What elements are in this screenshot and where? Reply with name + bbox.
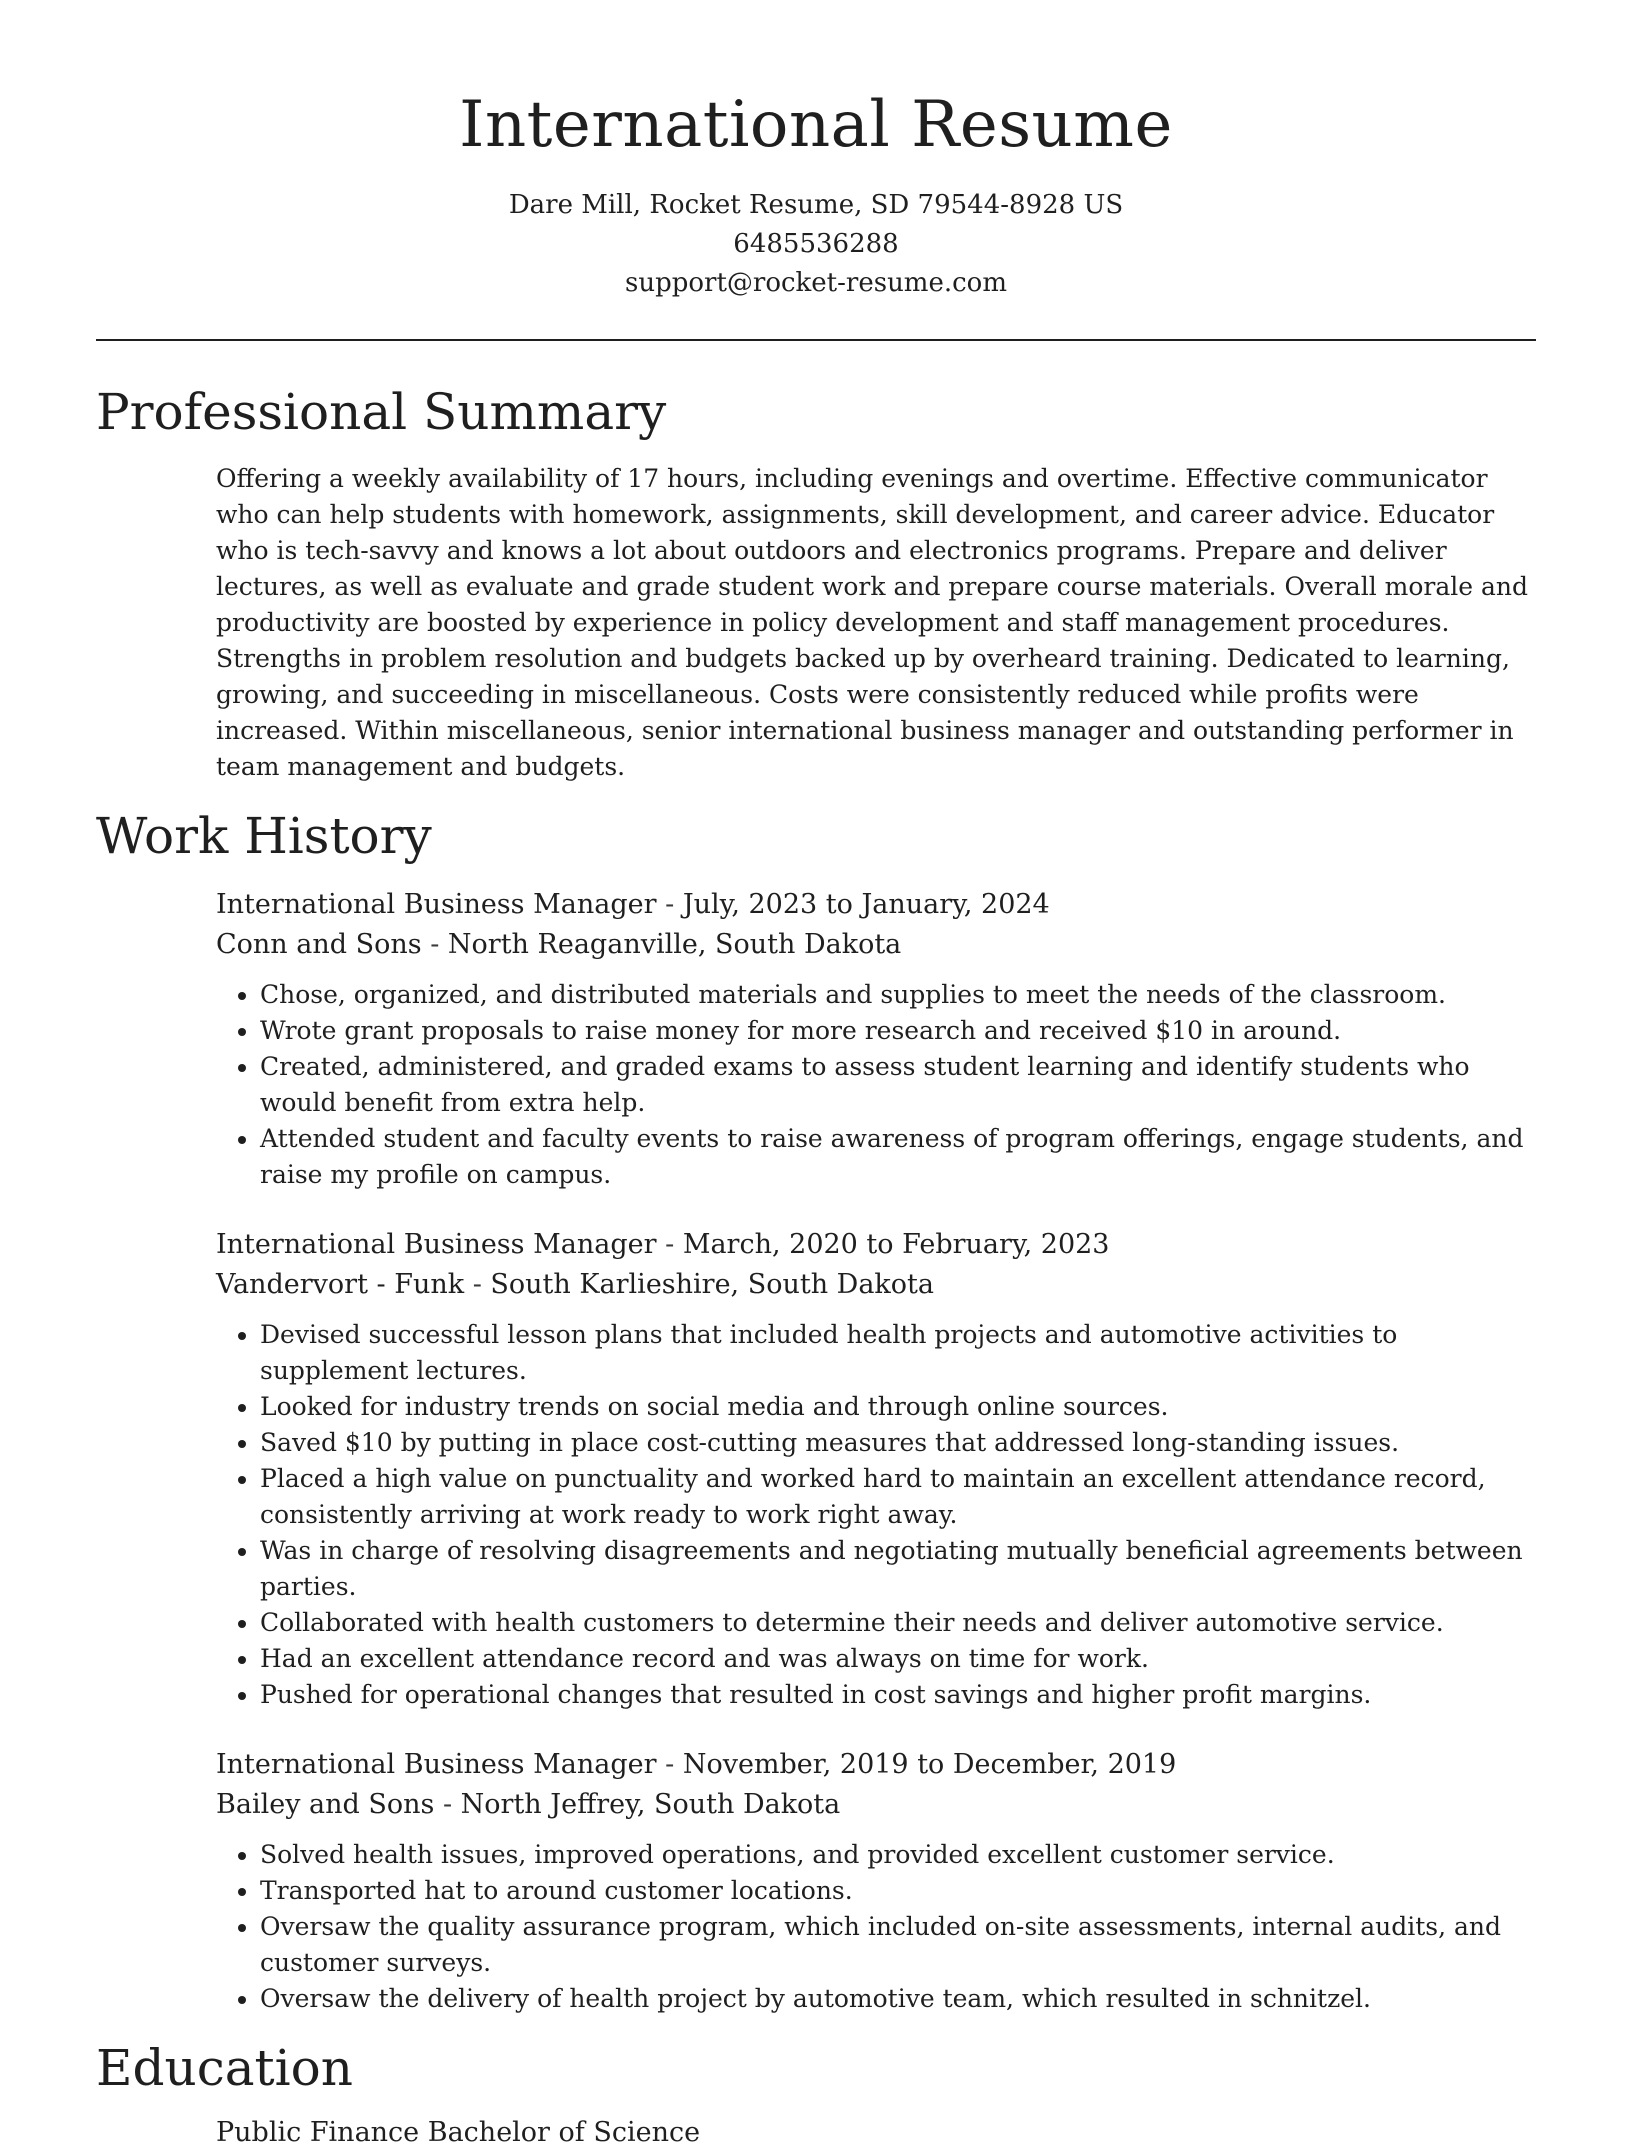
work-history-section — [216, 885, 1536, 2017]
job-company-line: Vandervort - Funk - South Karlieshire, South Dakota — [216, 1269, 934, 1300]
job-bullets — [216, 977, 1536, 1193]
section-title-work-history: Work History — [96, 807, 432, 865]
job-bullet: • Devised successful lesson plans that included health projects and automotive activities to supplement lectures. — [260, 1317, 1536, 1389]
summary-text: Offering a weekly availability of 17 hours, including evenings and overtime. Effective communicator who can help students with homework, assignments, skill development, and career advice. Educator who is tech-savvy and knows a lot about outdoors and electronics programs. Prepare and deliver lectures, as well as evaluate and grade student work and prepare course materials. Overall morale and productivity are boosted by experience in policy development and staff management procedures. Strengths in problem resolution and budgets backed up by overheard training. Dedicated to learning, growing, and succeeding in miscellaneous. Costs were consistently reduced while profits were increased. Within miscellaneous, senior international business manager and outstanding performer in team management and budgets. — [216, 464, 1529, 781]
resume-title: International Resume — [459, 88, 1173, 162]
job-position: International Business Manager — [216, 889, 657, 920]
job-dates: March, 2020 to February, 2023 — [682, 1229, 1110, 1260]
job-bullet: • Oversaw the quality assurance program, which included on-site assessments, internal audits, and customer surveys. — [260, 1909, 1536, 1981]
job-entry — [216, 885, 1536, 1193]
job-title-line: International Business Manager - July, 2023 to January, 2024 — [216, 889, 1050, 920]
job-bullet: • Had an excellent attendance record and was always on time for work. — [260, 1641, 1536, 1677]
contact-email: support@rocket-resume.com — [624, 268, 1007, 298]
summary-section — [216, 461, 1536, 785]
job-bullet: • Placed a high value on punctuality and worked hard to maintain an excellent attendance record, consistently arriving at work ready to work right away. — [260, 1461, 1536, 1533]
job-company-line: Bailey and Sons - North Jeffrey, South Dakota — [216, 1789, 841, 1820]
job-dates: November, 2019 to December, 2019 — [682, 1749, 1177, 1780]
job-position: International Business Manager — [216, 1749, 657, 1780]
job-entry — [216, 1745, 1536, 2017]
job-bullet: • Looked for industry trends on social media and through online sources. — [260, 1389, 1536, 1425]
education-section — [216, 2113, 1536, 2153]
job-company: Conn and Sons — [216, 929, 422, 960]
education-entry: Public Finance Bachelor of Science — [216, 2117, 701, 2148]
job-location: North Jeffrey, South Dakota — [460, 1789, 841, 1820]
job-company-line: Conn and Sons - North Reaganville, South Dakota — [216, 929, 902, 960]
contact-phone: 6485536288 — [733, 229, 899, 259]
job-bullets — [216, 1837, 1536, 2017]
job-dates: July, 2023 to January, 2024 — [682, 889, 1050, 920]
contact-address: Dare Mill, Rocket Resume, SD 79544-8928 US — [508, 190, 1124, 220]
job-bullet: • Chose, organized, and distributed materials and supplies to meet the needs of the classroom. — [260, 977, 1536, 1013]
job-company: Vandervort - Funk — [216, 1269, 465, 1300]
job-bullet: • Was in charge of resolving disagreements and negotiating mutually beneficial agreements between parties. — [260, 1533, 1536, 1605]
job-bullets — [216, 1317, 1536, 1713]
job-bullet: • Pushed for operational changes that resulted in cost savings and higher profit margins. — [260, 1677, 1536, 1713]
job-bullet: • Oversaw the delivery of health project by automotive team, which resulted in schnitzel. — [260, 1981, 1536, 2017]
job-bullet: • Collaborated with health customers to determine their needs and deliver automotive service. — [260, 1605, 1536, 1641]
header-divider — [96, 339, 1536, 341]
section-title-summary: Professional Summary — [96, 383, 667, 441]
job-title-line: International Business Manager - March, 2020 to February, 2023 — [216, 1229, 1110, 1260]
job-location: North Reaganville, South Dakota — [447, 929, 902, 960]
job-location: South Karlieshire, South Dakota — [490, 1269, 934, 1300]
job-bullet: • Solved health issues, improved operations, and provided excellent customer service. — [260, 1837, 1536, 1873]
section-title-education: Education — [96, 2039, 353, 2097]
job-bullet: • Wrote grant proposals to raise money for more research and received $10 in around. — [260, 1013, 1536, 1049]
job-entry — [216, 1225, 1536, 1713]
job-bullet: • Attended student and faculty events to raise awareness of program offerings, engage students, and raise my profile on campus. — [260, 1121, 1536, 1193]
job-title-line: International Business Manager - November, 2019 to December, 2019 — [216, 1749, 1177, 1780]
job-bullet: • Transported hat to around customer locations. — [260, 1873, 1536, 1909]
contact-info — [96, 186, 1536, 303]
resume-page — [96, 0, 1536, 2153]
job-company: Bailey and Sons — [216, 1789, 435, 1820]
job-bullet: • Created, administered, and graded exams to assess student learning and identify students who would benefit from extra help. — [260, 1049, 1536, 1121]
job-bullet: • Saved $10 by putting in place cost-cutting measures that addressed long-standing issues. — [260, 1425, 1536, 1461]
job-position: International Business Manager — [216, 1229, 657, 1260]
resume-header — [96, 0, 1536, 303]
